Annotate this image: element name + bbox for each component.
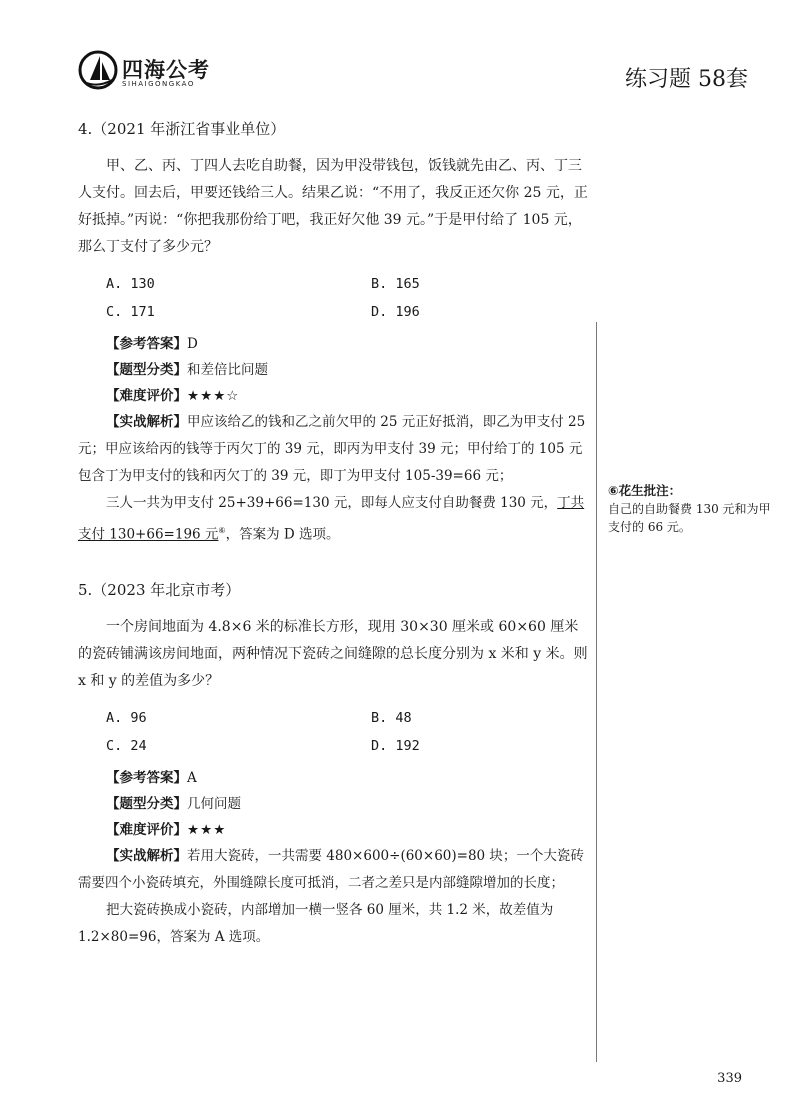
- analysis-paragraph-2: 把大瓷砖换成小瓷砖，内部增加一横一竖各 60 厘米，共 1.2 米，故差值为 1.2×80=96，答案为 A 选项。: [78, 901, 554, 945]
- analysis-text: 甲应该给乙的钱和乙之前欠甲的 25 元正好抵消，即乙为甲支付 25 元；甲应该给丙的钱等于丙欠丁的 39 元，即丙为甲支付 39 元；甲付给丁的 105 元包含丁为甲支付的钱和丙欠丁的 39 元，即丁为甲支付 105-39=66 元；: [78, 414, 586, 484]
- difficulty-line: [106, 817, 588, 843]
- side-annotation: [608, 482, 778, 536]
- question-heading: 5.（2023 年北京市考）: [78, 580, 241, 599]
- analysis-label: 【实战解析】: [106, 847, 187, 864]
- answer-label: 【参考答案】: [106, 336, 187, 352]
- type-label: 【题型分类】: [106, 795, 187, 812]
- answer-line: [106, 765, 588, 791]
- side-annotation-title: ⑥花生批注：: [608, 483, 682, 498]
- analysis-paragraph: [78, 409, 588, 490]
- question-stem: 一个房间地面为 4.8×6 米的标准长方形，现用 30×30 厘米或 60×60 厘米的瓷砖铺满该房间地面，两种情况下瓷砖之间缝隙的总长度分别为 x 米和 y 米。则 x 和 y 的差值为多少？: [78, 618, 588, 689]
- question-stem: 甲、乙、丙、丁四人去吃自助餐，因为甲没带钱包，饭钱就先由乙、丙、丁三人支付。回去后，甲要还钱给三人。结果乙说：“不用了，我反正还欠你 25 元，正好抵掉。”丙说：“你把我那份给丁吧，我正好欠他 39 元。”于是甲付给了 105 元，那么丁支付了多少元？: [78, 158, 588, 255]
- option-d: D. 196: [371, 304, 420, 320]
- difficulty-label: 【难度评价】: [106, 388, 187, 404]
- annotation-marker: ⑥: [218, 526, 226, 535]
- option-a: A. 130: [106, 276, 155, 292]
- analysis-paragraph-2: [78, 490, 588, 549]
- difficulty-label: 【难度评价】: [106, 821, 187, 838]
- type-value: 和差倍比问题: [187, 362, 268, 378]
- logo-text: 四海公考: [122, 58, 210, 82]
- analysis-text-2b: ，答案为 D 选项。: [225, 526, 340, 543]
- sailboat-logo-icon: [78, 50, 118, 90]
- answer-line: [106, 331, 588, 357]
- options: [106, 707, 588, 757]
- question-heading: 4.（2021 年浙江省事业单位）: [78, 120, 286, 138]
- page-number: 339: [717, 1071, 742, 1086]
- option-a: A. 96: [106, 709, 147, 726]
- option-d: D. 192: [371, 737, 420, 754]
- side-annotation-text: 自己的自助餐费 130 元和为甲支付的 66 元。: [608, 502, 771, 534]
- type-line: [106, 791, 588, 817]
- type-label: 【题型分类】: [106, 362, 187, 378]
- option-c: C. 171: [106, 304, 155, 320]
- difficulty-stars: ★★★☆: [187, 388, 240, 404]
- logo: [78, 50, 228, 98]
- main-content: [78, 112, 588, 951]
- answer-label: 【参考答案】: [106, 769, 187, 786]
- options: [106, 273, 588, 323]
- difficulty-line: [106, 383, 588, 409]
- logo-subtext: SIHAIGONGKAO: [122, 80, 195, 88]
- option-b: B. 48: [371, 709, 412, 726]
- type-value: 几何问题: [187, 795, 241, 812]
- answer-value: D: [187, 336, 198, 352]
- series-title: 练习题 58套: [625, 67, 748, 92]
- analysis-text-2a: 三人一共为甲支付 25+39+66=130 元，即每人应支付自助餐费 130 元，: [106, 495, 558, 511]
- question-5: [78, 579, 588, 951]
- margin-divider: [596, 322, 597, 1062]
- question-4: [78, 118, 588, 549]
- analysis-underlined: 丁共支付 130+66=196 元: [78, 495, 585, 543]
- page-header: [0, 0, 800, 110]
- analysis-paragraph: [78, 843, 588, 897]
- option-c: C. 24: [106, 737, 147, 754]
- type-line: [106, 357, 588, 383]
- difficulty-stars: ★★★: [187, 821, 227, 838]
- analysis-text: 若用大瓷砖，一共需要 480×600÷(60×60)=80 块；一个大瓷砖需要四个小瓷砖填充，外围缝隙长度可抵消，二者之差只是内部缝隙增加的长度；: [78, 847, 584, 891]
- answer-value: A: [187, 769, 197, 786]
- analysis-label: 【实战解析】: [106, 414, 187, 430]
- option-b: B. 165: [371, 276, 420, 292]
